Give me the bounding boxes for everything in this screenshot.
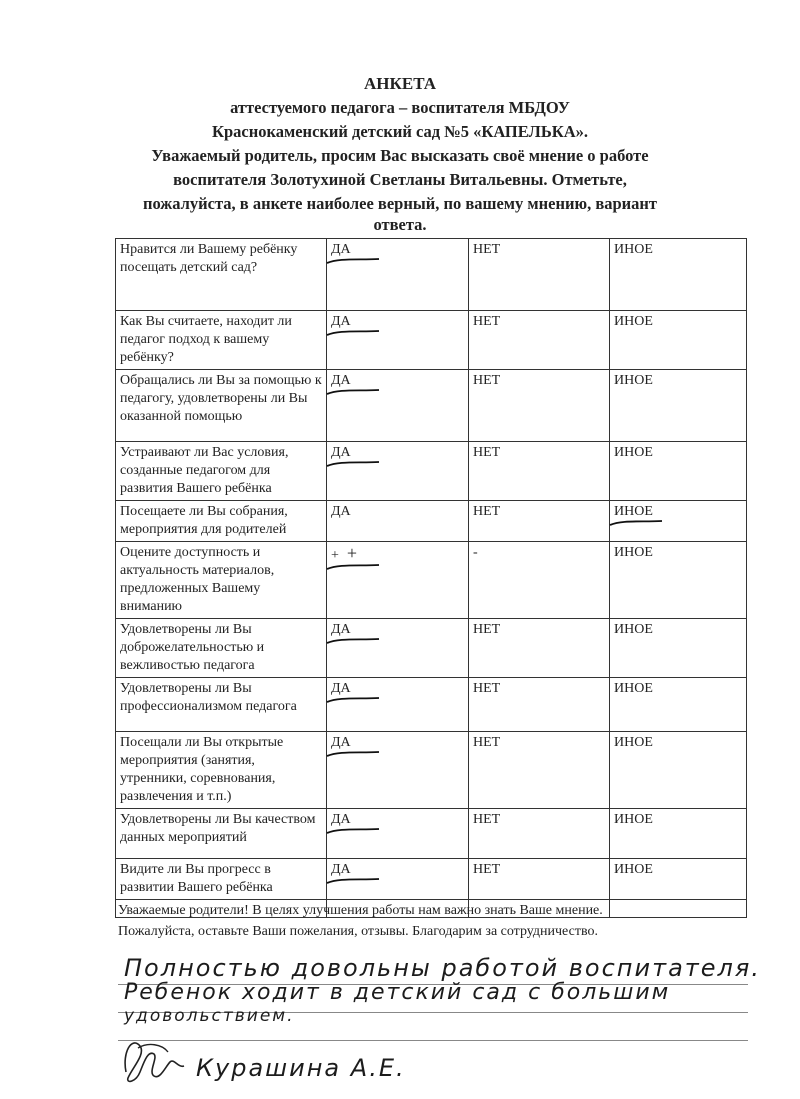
answer-option: ДА <box>331 861 351 879</box>
answer-option: ИНОЕ <box>614 812 653 827</box>
answer-option: ИНОЕ <box>614 735 653 750</box>
answer-cell-a[interactable] <box>327 370 469 442</box>
answer-option: НЕТ <box>473 862 501 877</box>
answer-option: ИНОЕ <box>614 445 653 460</box>
form-title: АНКЕТА <box>364 74 436 93</box>
question-cell: Обращались ли Вы за помощью к педагогу, удовлетворены ли Вы оказанной помощью <box>116 370 327 442</box>
survey-row <box>116 311 747 370</box>
question-cell: Посещали ли Вы открытые мероприятия (занятия, утренники, соревнования, развлечения и т.п.) <box>116 732 327 809</box>
selected-underline-mark <box>325 458 381 470</box>
answer-cell-c[interactable] <box>610 239 747 311</box>
survey-row <box>116 809 747 859</box>
selected-underline-mark <box>325 561 381 573</box>
answer-option-extra: + <box>346 543 358 563</box>
selected-underline-mark <box>325 875 381 887</box>
answer-option: ДА <box>331 621 351 639</box>
answer-cell-b[interactable] <box>469 619 610 678</box>
selected-underline-mark <box>325 386 381 398</box>
answer-cell-a[interactable] <box>327 442 469 501</box>
answer-option: ДА <box>331 313 351 331</box>
intro-line-4: ответа. <box>373 215 427 234</box>
footer-line-1: Уважаемые родители! В целях улучшения работы нам важно знать Ваше мнение. <box>118 903 603 918</box>
comment-line <box>118 1040 748 1041</box>
question-cell: Устраивают ли Вас условия, созданные педагогом для развития Вашего ребёнка <box>116 442 327 501</box>
survey-row <box>116 239 747 311</box>
answer-option: ИНОЕ <box>614 242 653 257</box>
handwritten-comment-3: удовольствием. <box>124 1006 295 1026</box>
answer-cell-b[interactable] <box>469 678 610 732</box>
question-cell: Удовлетворены ли Вы доброжелательностью и вежливостью педагога <box>116 619 327 678</box>
answer-option: ИНОЕ <box>614 373 653 388</box>
answer-option: НЕТ <box>473 373 501 388</box>
answer-cell-b[interactable] <box>469 239 610 311</box>
survey-row <box>116 619 747 678</box>
answer-cell-c[interactable] <box>610 311 747 370</box>
answer-cell-a[interactable] <box>327 859 469 900</box>
answer-cell-c[interactable] <box>610 442 747 501</box>
answer-cell-b[interactable] <box>469 442 610 501</box>
answer-option: ДА <box>331 504 351 519</box>
answer-option: ДА <box>331 734 351 752</box>
form-subtitle-2: Краснокаменский детский сад №5 «КАПЕЛЬКА». <box>212 122 588 141</box>
question-cell: Удовлетворены ли Вы профессионализмом педагога <box>116 678 327 732</box>
answer-option: НЕТ <box>473 812 501 827</box>
answer-option: НЕТ <box>473 445 501 460</box>
handwritten-comment-1: Полностью довольны работой воспитателя. <box>124 954 761 982</box>
answer-cell-a[interactable] <box>327 542 469 619</box>
survey-table <box>115 238 747 918</box>
answer-cell-c[interactable] <box>610 859 747 900</box>
selected-underline-mark <box>325 255 381 267</box>
footer-line-2: Пожалуйста, оставьте Ваши пожелания, отзывы. Благодарим за сотрудничество. <box>118 924 598 939</box>
answer-cell-c[interactable] <box>610 732 747 809</box>
answer-cell-b[interactable] <box>469 542 610 619</box>
selected-underline-mark <box>325 694 381 706</box>
answer-cell-c[interactable] <box>610 501 747 542</box>
answer-cell-b[interactable] <box>469 501 610 542</box>
answer-cell-a[interactable] <box>327 678 469 732</box>
question-cell: Оцените доступность и актуальность материалов, предложенных Вашему вниманию <box>116 542 327 619</box>
selected-underline-mark <box>325 825 381 837</box>
answer-option: ИНОЕ <box>614 545 653 560</box>
question-cell: Как Вы считаете, находит ли педагог подход к вашему ребёнку? <box>116 311 327 370</box>
answer-cell-c[interactable] <box>610 542 747 619</box>
answer-cell-c[interactable] <box>610 678 747 732</box>
question-cell: Посещаете ли Вы собрания, мероприятия для родителей <box>116 501 327 542</box>
answer-option: + <box>331 547 339 565</box>
answer-cell-b[interactable] <box>469 859 610 900</box>
answer-option: НЕТ <box>473 314 501 329</box>
answer-option: ИНОЕ <box>614 862 653 877</box>
answer-option: ИНОЕ <box>614 503 653 521</box>
answer-option: ДА <box>331 811 351 829</box>
question-cell: Удовлетворены ли Вы качеством данных мероприятий <box>116 809 327 859</box>
intro-line-2: воспитателя Золотухиной Светланы Витальевны. Отметьте, <box>173 170 627 189</box>
answer-cell-b[interactable] <box>469 809 610 859</box>
answer-option: НЕТ <box>473 242 501 257</box>
answer-cell-a[interactable] <box>327 732 469 809</box>
answer-cell-b[interactable] <box>469 311 610 370</box>
answer-option: ИНОЕ <box>614 622 653 637</box>
answer-cell-a[interactable] <box>327 809 469 859</box>
answer-cell-a[interactable] <box>327 501 469 542</box>
survey-row <box>116 732 747 809</box>
intro-line-3: пожалуйста, в анкете наиболее верный, по вашему мнению, вариант <box>142 194 658 213</box>
answer-cell-b[interactable] <box>469 370 610 442</box>
handwritten-comment-2: Ребенок ходит в детский сад с большим <box>124 980 671 1005</box>
footer-note <box>118 900 603 942</box>
intro-line-1: Уважаемый родитель, просим Вас высказать своё мнение о работе <box>151 146 649 165</box>
answer-cell-a[interactable] <box>327 619 469 678</box>
signer-name: Курашина А.Е. <box>196 1054 406 1082</box>
answer-option: ИНОЕ <box>614 681 653 696</box>
survey-row <box>116 370 747 442</box>
survey-row <box>116 859 747 900</box>
selected-underline-mark <box>325 748 381 760</box>
survey-row <box>116 442 747 501</box>
answer-option: ДА <box>331 372 351 390</box>
answer-cell-a[interactable] <box>327 311 469 370</box>
answer-option: НЕТ <box>473 681 501 696</box>
survey-row <box>116 542 747 619</box>
form-header <box>0 72 800 234</box>
answer-option: - <box>473 545 478 560</box>
answer-option: ДА <box>331 444 351 462</box>
survey-row <box>116 501 747 542</box>
answer-cell-b[interactable] <box>469 732 610 809</box>
answer-cell-a[interactable] <box>327 239 469 311</box>
selected-underline-mark <box>325 635 381 647</box>
answer-option: НЕТ <box>473 504 501 519</box>
survey-row <box>116 678 747 732</box>
empty-cell <box>610 900 747 918</box>
form-subtitle-1: аттестуемого педагога – воспитателя МБДОУ <box>230 98 570 117</box>
answer-option: ИНОЕ <box>614 314 653 329</box>
answer-option: ДА <box>331 680 351 698</box>
question-cell: Видите ли Вы прогресс в развитии Вашего ребёнка <box>116 859 327 900</box>
answer-option: НЕТ <box>473 735 501 750</box>
selected-underline-mark <box>325 327 381 339</box>
question-cell: Нравится ли Вашему ребёнку посещать детский сад? <box>116 239 327 311</box>
answer-cell-c[interactable] <box>610 809 747 859</box>
signature-mark <box>118 1032 198 1092</box>
answer-option: НЕТ <box>473 622 501 637</box>
selected-underline-mark <box>608 517 664 529</box>
answer-cell-c[interactable] <box>610 619 747 678</box>
answer-cell-c[interactable] <box>610 370 747 442</box>
answer-option: ДА <box>331 241 351 259</box>
